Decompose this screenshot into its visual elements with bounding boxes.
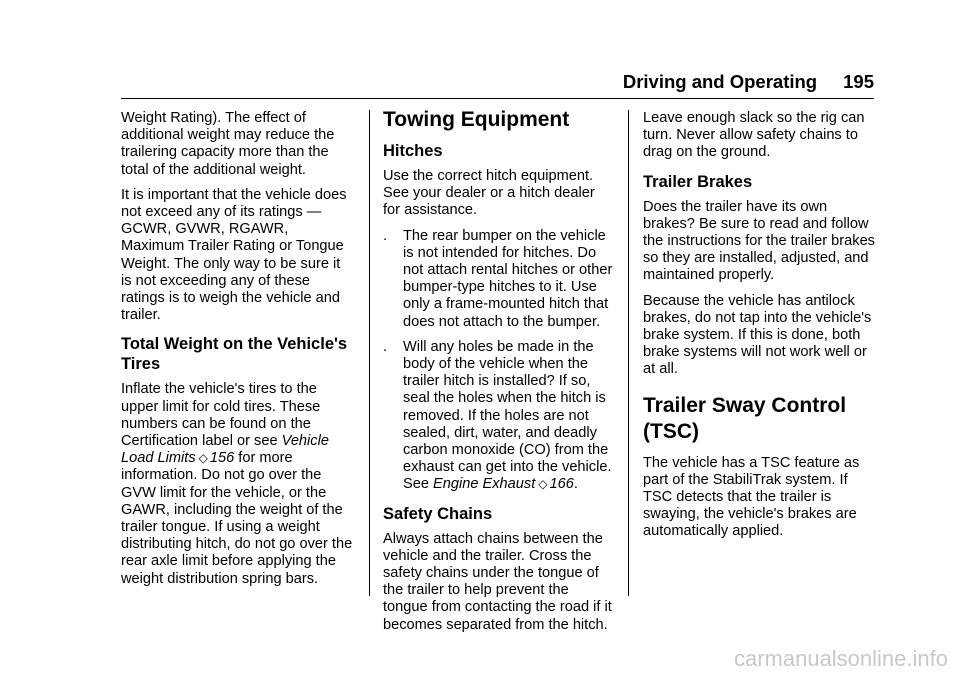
column-2: [383, 107, 615, 642]
heading-total-weight: Total Weight on the Vehicle's Tires: [121, 335, 348, 374]
paragraph: It is important that the vehicle does not exceed any of its ratings — GCWR, GVWR, RGAWR, Maximum Trailer Rating or Tongue Weight. The only way to be sure it is not exceeding any of these ratings is to weigh the vehicle and trailer.: [121, 186, 347, 324]
paragraph: Leave enough slack so the rig can turn. Never allow safety chains to drag on the ground.: [643, 110, 865, 161]
page-number: 195: [843, 71, 874, 92]
page-ref-icon: ◇: [538, 477, 548, 492]
bullet-mark: .: [383, 338, 388, 355]
text: for more information. Do not go over the GVW limit for the vehicle, or the GAWR, including the weight of the trailer tongue. If using a weight distributing hitch, do not go over the rear axle limit before applying the weight distribution spring bars.: [121, 450, 353, 587]
paragraph: Use the correct hitch equipment. See your dealer or a hitch dealer for assistance.: [383, 168, 595, 219]
heading-safety-chains: Safety Chains: [383, 504, 493, 523]
watermark: carmanualsonline.info: [733, 646, 948, 671]
paragraph: Weight Rating). The effect of additional weight may reduce the trailering capacity more than the total of the additional weight.: [121, 110, 335, 178]
bullet-text: The rear bumper on the vehicle is not intended for hitches. Do not attach rental hitches or other bumper-type hitches to it. Use only a frame-mounted hitch that does not attach to the bumper.: [403, 227, 613, 330]
column-divider: [369, 110, 370, 596]
column-divider: [628, 110, 629, 596]
link-engine-exhaust[interactable]: Engine Exhaust: [433, 476, 536, 493]
header-rule: [121, 98, 874, 99]
paragraph: Always attach chains between the vehicle and the trailer. Cross the safety chains under the tongue of the trailer to help prevent the tongue from contacting the road if it becomes separated from the hitch.: [383, 530, 612, 633]
link-vehicle-load-limits[interactable]: Vehicle Load Limits: [121, 433, 329, 467]
page-ref-icon: ◇: [198, 451, 208, 466]
text: Inflate the vehicle's tires to the upper limit for cold tires. These numbers can be found on the Certification label or see: [121, 381, 321, 450]
section-title: Driving and Operating: [622, 71, 818, 92]
list-item: [383, 228, 615, 331]
text: Will any holes be made in the body of the vehicle when the trailer hitch is installed? If so, seal the holes when the hitch is removed. If the holes are not sealed, dirt, water, and deadly carbon monoxide (CO) from the exhaust can get into the vehicle. See: [403, 338, 612, 493]
column-1: [121, 110, 353, 596]
heading-towing-equipment: Towing Equipment: [383, 108, 570, 131]
page-ref-number[interactable]: 166: [549, 476, 574, 493]
paragraph: Because the vehicle has antilock brakes, do not tap into the vehicle's brake system. If this is done, both brake systems will not work well or at all.: [643, 292, 872, 378]
paragraph: Does the trailer have its own brakes? Be sure to read and follow the instructions for the trailer brakes so they are installed, adjusted, and maintained properly.: [643, 198, 875, 284]
heading-trailer-sway-control: Trailer Sway Control (TSC): [643, 393, 847, 443]
bullet-mark: .: [383, 227, 388, 244]
heading-trailer-brakes: Trailer Brakes: [643, 172, 753, 191]
column-3: [643, 110, 875, 549]
page-ref-number[interactable]: 156: [209, 450, 235, 467]
bullet-text: [403, 339, 615, 494]
text: .: [573, 476, 578, 493]
list-item: [383, 339, 615, 494]
heading-hitches: Hitches: [383, 142, 443, 160]
paragraph: The vehicle has a TSC feature as part of the StabiliTrak system. If TSC detects that the trailer is swaying, the vehicle's brakes are automatically applied.: [643, 454, 860, 540]
paragraph: [121, 381, 353, 587]
page-header: [0, 70, 874, 94]
